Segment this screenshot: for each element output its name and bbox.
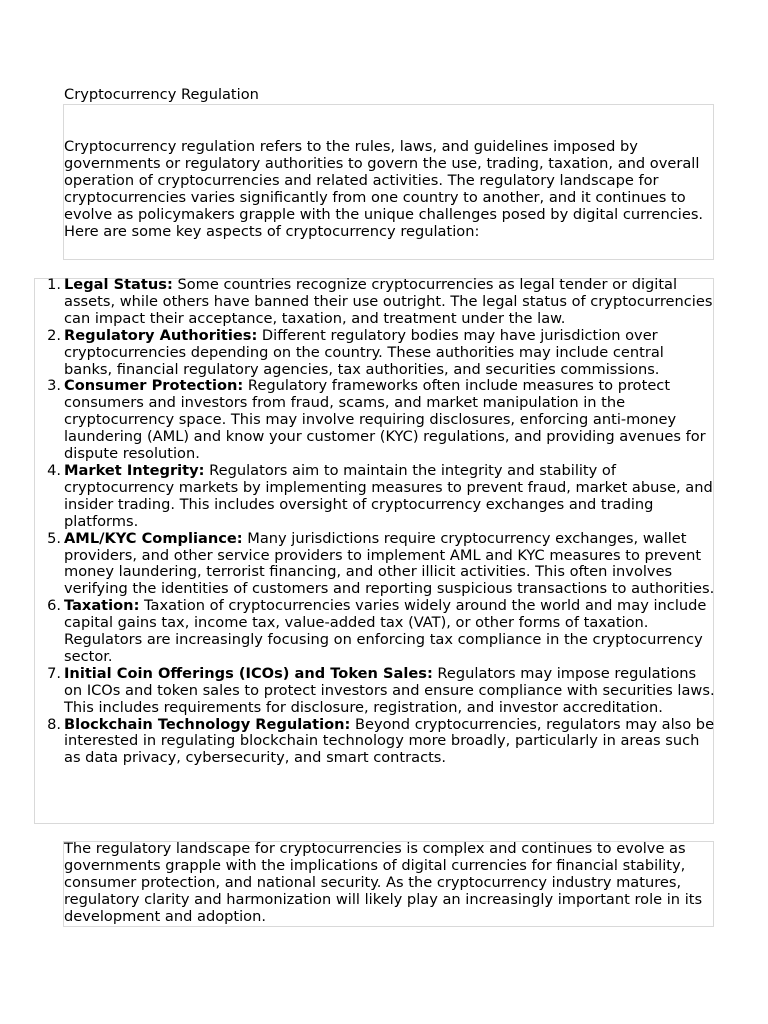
list-item <box>47 461 716 531</box>
item-text: Some countries recognize cryptocurrencies as legal tender or digital assets, while others have banned their use outright. The legal status of cryptocurrencies can impact their acceptance, taxation, and treatment under the law. <box>64 276 713 327</box>
list-item <box>47 715 716 768</box>
item-title: Initial Coin Offerings (ICOs) and Token Sales: <box>64 664 433 682</box>
list-item <box>47 664 716 717</box>
item-number: 1. <box>47 276 61 293</box>
intro-paragraph: Cryptocurrency regulation refers to the rules, laws, and guidelines imposed by governments or regulatory authorities to govern the use, trading, taxation, and overall operation of cryptocurrencies and related activities. The regulatory landscape for cryptocurrencies varies significantly from one country to another, and it continues to evolve as policymakers grapple with the unique challenges posed by digital currencies. Here are some key aspects of cryptocurrency regulation: <box>64 138 704 240</box>
item-title: Consumer Protection: <box>64 377 244 395</box>
list-item <box>47 326 716 379</box>
item-title: AML/KYC Compliance: <box>64 529 243 547</box>
list-item <box>47 529 716 599</box>
item-number: 6. <box>47 597 61 615</box>
conclusion-paragraph: The regulatory landscape for cryptocurrencies is complex and continues to evolve as governments grapple with the implications of digital currencies for financial stability, consumer protection, and national security. As the cryptocurrency industry matures, regulatory clarity and harmonization will likely play an increasingly important role in its development and adoption. <box>64 840 703 925</box>
item-title: Market Integrity: <box>64 461 205 479</box>
item-title: Regulatory Authorities: <box>64 326 258 344</box>
item-text: Regulatory frameworks often include measures to protect consumers and investors from fraud, scams, and market manipulation in the cryptocurrency space. This may involve requiring disclosures, enforcing anti-money laundering (AML) and know your customer (KYC) regulations, and providing avenues for dispute resolution. <box>64 377 706 463</box>
list-item <box>47 276 716 328</box>
item-title: Blockchain Technology Regulation: <box>64 715 351 733</box>
item-text: Regulators may impose regulations on ICOs and token sales to protect investors and ensure compliance with securities laws. This includes requirements for disclosure, registration, and investor accreditation. <box>64 664 715 716</box>
key-aspects-list <box>47 276 716 767</box>
list-item <box>47 597 716 666</box>
item-number: 5. <box>47 529 61 547</box>
item-text: Regulators aim to maintain the integrity and stability of cryptocurrency markets by implementing measures to prevent fraud, market abuse, and insider trading. This includes oversight of cryptocurrency exchanges and trading platforms. <box>64 461 713 530</box>
item-text: Different regulatory bodies may have jurisdiction over cryptocurrencies depending on the country. These authorities may include central banks, financial regulatory agencies, tax authorities, and securities commissions. <box>64 326 664 378</box>
item-text: Beyond cryptocurrencies, regulators may also be interested in regulating blockchain technology more broadly, particularly in areas such as data privacy, cybersecurity, and smart contracts. <box>64 715 715 767</box>
item-title: Taxation: <box>64 597 140 615</box>
item-number: 4. <box>47 461 61 479</box>
item-number: 2. <box>47 326 61 344</box>
item-number: 3. <box>47 377 61 395</box>
page-title: Cryptocurrency Regulation <box>64 86 259 103</box>
item-number: 8. <box>47 715 61 733</box>
item-text: Taxation of cryptocurrencies varies widely around the world and may include capital gains tax, income tax, value-added tax (VAT), or other forms of taxation. Regulators are increasingly focusing on enforcing tax compliance in the cryptocurrency sector. <box>64 597 707 665</box>
item-number: 7. <box>47 664 61 682</box>
list-item <box>47 377 716 463</box>
item-text: Many jurisdictions require cryptocurrency exchanges, wallet providers, and other service providers to implement AML and KYC measures to prevent money laundering, terrorist financing, and other illicit activities. This often involves verifying the identities of customers and reporting suspicious transactions to authorities. <box>64 529 715 598</box>
item-title: Legal Status: <box>64 276 173 293</box>
